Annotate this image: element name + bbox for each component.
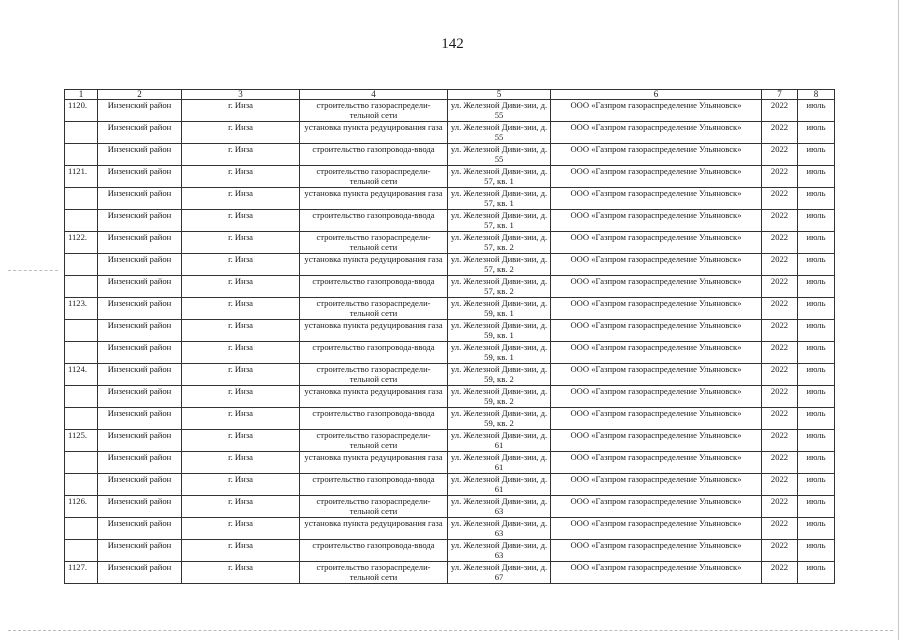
year-cell: 2022 <box>762 100 798 122</box>
table-row <box>65 298 835 320</box>
column-header: 4 <box>300 90 448 100</box>
year-cell: 2022 <box>762 210 798 232</box>
work-type-cell: установка пункта редуцирования газа <box>300 386 448 408</box>
month-cell: июль <box>798 210 835 232</box>
table-row <box>65 166 835 188</box>
district-cell: Инзенский район <box>98 100 182 122</box>
table-body <box>65 100 835 584</box>
organization-cell: ООО «Газпром газораспределение Ульяновск» <box>551 342 762 364</box>
table-row <box>65 452 835 474</box>
table-row <box>65 188 835 210</box>
year-cell: 2022 <box>762 540 798 562</box>
table-row <box>65 100 835 122</box>
district-cell: Инзенский район <box>98 122 182 144</box>
address-cell: ул. Железной Диви-зии, д. 63 <box>448 540 551 562</box>
work-type-cell: строительство газораспредели-тельной сети <box>300 298 448 320</box>
city-cell: г. Инза <box>182 452 300 474</box>
organization-cell: ООО «Газпром газораспределение Ульяновск» <box>551 100 762 122</box>
district-cell: Инзенский район <box>98 562 182 584</box>
column-header: 8 <box>798 90 835 100</box>
month-cell: июль <box>798 276 835 298</box>
address-cell: ул. Железной Диви-зии, д. 59, кв. 1 <box>448 298 551 320</box>
row-number <box>65 386 98 408</box>
address-cell: ул. Железной Диви-зии, д. 57, кв. 2 <box>448 232 551 254</box>
city-cell: г. Инза <box>182 386 300 408</box>
bottom-margin-mark <box>8 630 893 631</box>
month-cell: июль <box>798 518 835 540</box>
district-cell: Инзенский район <box>98 452 182 474</box>
city-cell: г. Инза <box>182 210 300 232</box>
organization-cell: ООО «Газпром газораспределение Ульяновск» <box>551 562 762 584</box>
organization-cell: ООО «Газпром газораспределение Ульяновск» <box>551 232 762 254</box>
address-cell: ул. Железной Диви-зии, д. 67 <box>448 562 551 584</box>
month-cell: июль <box>798 540 835 562</box>
city-cell: г. Инза <box>182 474 300 496</box>
row-number <box>65 540 98 562</box>
table-row <box>65 210 835 232</box>
city-cell: г. Инза <box>182 188 300 210</box>
district-cell: Инзенский район <box>98 540 182 562</box>
column-header: 3 <box>182 90 300 100</box>
address-cell: ул. Железной Диви-зии, д. 59, кв. 1 <box>448 320 551 342</box>
city-cell: г. Инза <box>182 144 300 166</box>
city-cell: г. Инза <box>182 320 300 342</box>
year-cell: 2022 <box>762 122 798 144</box>
city-cell: г. Инза <box>182 232 300 254</box>
district-cell: Инзенский район <box>98 518 182 540</box>
row-number: 1125. <box>65 430 98 452</box>
row-number <box>65 144 98 166</box>
organization-cell: ООО «Газпром газораспределение Ульяновск» <box>551 474 762 496</box>
row-number: 1124. <box>65 364 98 386</box>
table-row <box>65 122 835 144</box>
address-cell: ул. Железной Диви-зии, д. 59, кв. 2 <box>448 408 551 430</box>
year-cell: 2022 <box>762 232 798 254</box>
district-cell: Инзенский район <box>98 298 182 320</box>
address-cell: ул. Железной Диви-зии, д. 57, кв. 1 <box>448 188 551 210</box>
city-cell: г. Инза <box>182 540 300 562</box>
year-cell: 2022 <box>762 430 798 452</box>
organization-cell: ООО «Газпром газораспределение Ульяновск» <box>551 144 762 166</box>
organization-cell: ООО «Газпром газораспределение Ульяновск» <box>551 430 762 452</box>
city-cell: г. Инза <box>182 408 300 430</box>
year-cell: 2022 <box>762 144 798 166</box>
row-number <box>65 122 98 144</box>
organization-cell: ООО «Газпром газораспределение Ульяновск» <box>551 276 762 298</box>
column-header: 1 <box>65 90 98 100</box>
row-number <box>65 210 98 232</box>
address-cell: ул. Железной Диви-зии, д. 61 <box>448 452 551 474</box>
district-cell: Инзенский район <box>98 254 182 276</box>
row-number: 1121. <box>65 166 98 188</box>
address-cell: ул. Железной Диви-зии, д. 57, кв. 2 <box>448 276 551 298</box>
month-cell: июль <box>798 408 835 430</box>
table-row <box>65 430 835 452</box>
header-row <box>65 90 835 100</box>
month-cell: июль <box>798 166 835 188</box>
month-cell: июль <box>798 430 835 452</box>
month-cell: июль <box>798 100 835 122</box>
work-type-cell: установка пункта редуцирования газа <box>300 518 448 540</box>
work-type-cell: строительство газораспредели-тельной сети <box>300 496 448 518</box>
year-cell: 2022 <box>762 518 798 540</box>
city-cell: г. Инза <box>182 298 300 320</box>
district-cell: Инзенский район <box>98 166 182 188</box>
table-row <box>65 474 835 496</box>
month-cell: июль <box>798 122 835 144</box>
row-number <box>65 188 98 210</box>
row-number <box>65 408 98 430</box>
city-cell: г. Инза <box>182 100 300 122</box>
year-cell: 2022 <box>762 496 798 518</box>
month-cell: июль <box>798 496 835 518</box>
row-number <box>65 320 98 342</box>
year-cell: 2022 <box>762 276 798 298</box>
address-cell: ул. Железной Диви-зии, д. 59, кв. 1 <box>448 342 551 364</box>
address-cell: ул. Железной Диви-зии, д. 63 <box>448 518 551 540</box>
organization-cell: ООО «Газпром газораспределение Ульяновск» <box>551 496 762 518</box>
work-type-cell: установка пункта редуцирования газа <box>300 320 448 342</box>
month-cell: июль <box>798 342 835 364</box>
city-cell: г. Инза <box>182 122 300 144</box>
district-cell: Инзенский район <box>98 342 182 364</box>
address-cell: ул. Железной Диви-зии, д. 55 <box>448 144 551 166</box>
table-row <box>65 386 835 408</box>
city-cell: г. Инза <box>182 166 300 188</box>
row-number <box>65 254 98 276</box>
organization-cell: ООО «Газпром газораспределение Ульяновск» <box>551 122 762 144</box>
district-cell: Инзенский район <box>98 320 182 342</box>
table-row <box>65 232 835 254</box>
organization-cell: ООО «Газпром газораспределение Ульяновск» <box>551 386 762 408</box>
table-row <box>65 144 835 166</box>
district-cell: Инзенский район <box>98 144 182 166</box>
month-cell: июль <box>798 144 835 166</box>
organization-cell: ООО «Газпром газораспределение Ульяновск» <box>551 188 762 210</box>
work-type-cell: строительство газораспредели-тельной сети <box>300 562 448 584</box>
address-cell: ул. Железной Диви-зии, д. 55 <box>448 100 551 122</box>
district-cell: Инзенский район <box>98 232 182 254</box>
work-type-cell: строительство газопровода-ввода <box>300 210 448 232</box>
district-cell: Инзенский район <box>98 276 182 298</box>
month-cell: июль <box>798 232 835 254</box>
year-cell: 2022 <box>762 320 798 342</box>
work-type-cell: строительство газопровода-ввода <box>300 408 448 430</box>
row-number: 1123. <box>65 298 98 320</box>
city-cell: г. Инза <box>182 364 300 386</box>
row-number: 1120. <box>65 100 98 122</box>
page-edge <box>898 0 899 640</box>
year-cell: 2022 <box>762 342 798 364</box>
column-header: 5 <box>448 90 551 100</box>
address-cell: ул. Железной Диви-зии, д. 57, кв. 1 <box>448 210 551 232</box>
work-type-cell: установка пункта редуцирования газа <box>300 188 448 210</box>
month-cell: июль <box>798 562 835 584</box>
organization-cell: ООО «Газпром газораспределение Ульяновск» <box>551 320 762 342</box>
row-number <box>65 342 98 364</box>
district-cell: Инзенский район <box>98 408 182 430</box>
address-cell: ул. Железной Диви-зии, д. 59, кв. 2 <box>448 386 551 408</box>
year-cell: 2022 <box>762 298 798 320</box>
row-number <box>65 518 98 540</box>
work-type-cell: строительство газопровода-ввода <box>300 276 448 298</box>
month-cell: июль <box>798 320 835 342</box>
organization-cell: ООО «Газпром газораспределение Ульяновск» <box>551 364 762 386</box>
table-row <box>65 518 835 540</box>
month-cell: июль <box>798 364 835 386</box>
year-cell: 2022 <box>762 188 798 210</box>
district-cell: Инзенский район <box>98 496 182 518</box>
margin-mark <box>8 270 58 271</box>
city-cell: г. Инза <box>182 342 300 364</box>
address-cell: ул. Железной Диви-зии, д. 61 <box>448 430 551 452</box>
register-table <box>64 89 835 584</box>
column-header: 7 <box>762 90 798 100</box>
year-cell: 2022 <box>762 364 798 386</box>
address-cell: ул. Железной Диви-зии, д. 57, кв. 2 <box>448 254 551 276</box>
work-type-cell: строительство газораспредели-тельной сети <box>300 430 448 452</box>
table-row <box>65 342 835 364</box>
organization-cell: ООО «Газпром газораспределение Ульяновск» <box>551 452 762 474</box>
city-cell: г. Инза <box>182 276 300 298</box>
address-cell: ул. Железной Диви-зии, д. 63 <box>448 496 551 518</box>
organization-cell: ООО «Газпром газораспределение Ульяновск» <box>551 408 762 430</box>
year-cell: 2022 <box>762 562 798 584</box>
work-type-cell: строительство газораспредели-тельной сети <box>300 232 448 254</box>
page-number: 142 <box>441 36 464 52</box>
work-type-cell: установка пункта редуцирования газа <box>300 122 448 144</box>
work-type-cell: строительство газораспредели-тельной сети <box>300 364 448 386</box>
work-type-cell: строительство газопровода-ввода <box>300 474 448 496</box>
district-cell: Инзенский район <box>98 430 182 452</box>
city-cell: г. Инза <box>182 496 300 518</box>
year-cell: 2022 <box>762 474 798 496</box>
city-cell: г. Инза <box>182 518 300 540</box>
address-cell: ул. Железной Диви-зии, д. 57, кв. 1 <box>448 166 551 188</box>
work-type-cell: строительство газораспредели-тельной сети <box>300 100 448 122</box>
table-row <box>65 254 835 276</box>
table-row <box>65 408 835 430</box>
column-header: 2 <box>98 90 182 100</box>
district-cell: Инзенский район <box>98 210 182 232</box>
work-type-cell: строительство газораспредели-тельной сети <box>300 166 448 188</box>
year-cell: 2022 <box>762 166 798 188</box>
month-cell: июль <box>798 452 835 474</box>
month-cell: июль <box>798 474 835 496</box>
table-row <box>65 540 835 562</box>
district-cell: Инзенский район <box>98 474 182 496</box>
organization-cell: ООО «Газпром газораспределение Ульяновск» <box>551 210 762 232</box>
row-number <box>65 474 98 496</box>
address-cell: ул. Железной Диви-зии, д. 59, кв. 2 <box>448 364 551 386</box>
organization-cell: ООО «Газпром газораспределение Ульяновск» <box>551 254 762 276</box>
table-row <box>65 364 835 386</box>
organization-cell: ООО «Газпром газораспределение Ульяновск» <box>551 166 762 188</box>
city-cell: г. Инза <box>182 562 300 584</box>
city-cell: г. Инза <box>182 430 300 452</box>
row-number: 1122. <box>65 232 98 254</box>
year-cell: 2022 <box>762 408 798 430</box>
work-type-cell: строительство газопровода-ввода <box>300 144 448 166</box>
row-number: 1127. <box>65 562 98 584</box>
column-header: 6 <box>551 90 762 100</box>
month-cell: июль <box>798 386 835 408</box>
row-number <box>65 276 98 298</box>
work-type-cell: установка пункта редуцирования газа <box>300 254 448 276</box>
work-type-cell: установка пункта редуцирования газа <box>300 452 448 474</box>
year-cell: 2022 <box>762 452 798 474</box>
table-row <box>65 562 835 584</box>
address-cell: ул. Железной Диви-зии, д. 55 <box>448 122 551 144</box>
address-cell: ул. Железной Диви-зии, д. 61 <box>448 474 551 496</box>
table-row <box>65 496 835 518</box>
table-row <box>65 276 835 298</box>
month-cell: июль <box>798 298 835 320</box>
table-row <box>65 320 835 342</box>
year-cell: 2022 <box>762 254 798 276</box>
district-cell: Инзенский район <box>98 386 182 408</box>
organization-cell: ООО «Газпром газораспределение Ульяновск» <box>551 518 762 540</box>
row-number: 1126. <box>65 496 98 518</box>
month-cell: июль <box>798 188 835 210</box>
row-number <box>65 452 98 474</box>
city-cell: г. Инза <box>182 254 300 276</box>
organization-cell: ООО «Газпром газораспределение Ульяновск» <box>551 298 762 320</box>
year-cell: 2022 <box>762 386 798 408</box>
month-cell: июль <box>798 254 835 276</box>
organization-cell: ООО «Газпром газораспределение Ульяновск» <box>551 540 762 562</box>
work-type-cell: строительство газопровода-ввода <box>300 342 448 364</box>
work-type-cell: строительство газопровода-ввода <box>300 540 448 562</box>
district-cell: Инзенский район <box>98 188 182 210</box>
district-cell: Инзенский район <box>98 364 182 386</box>
